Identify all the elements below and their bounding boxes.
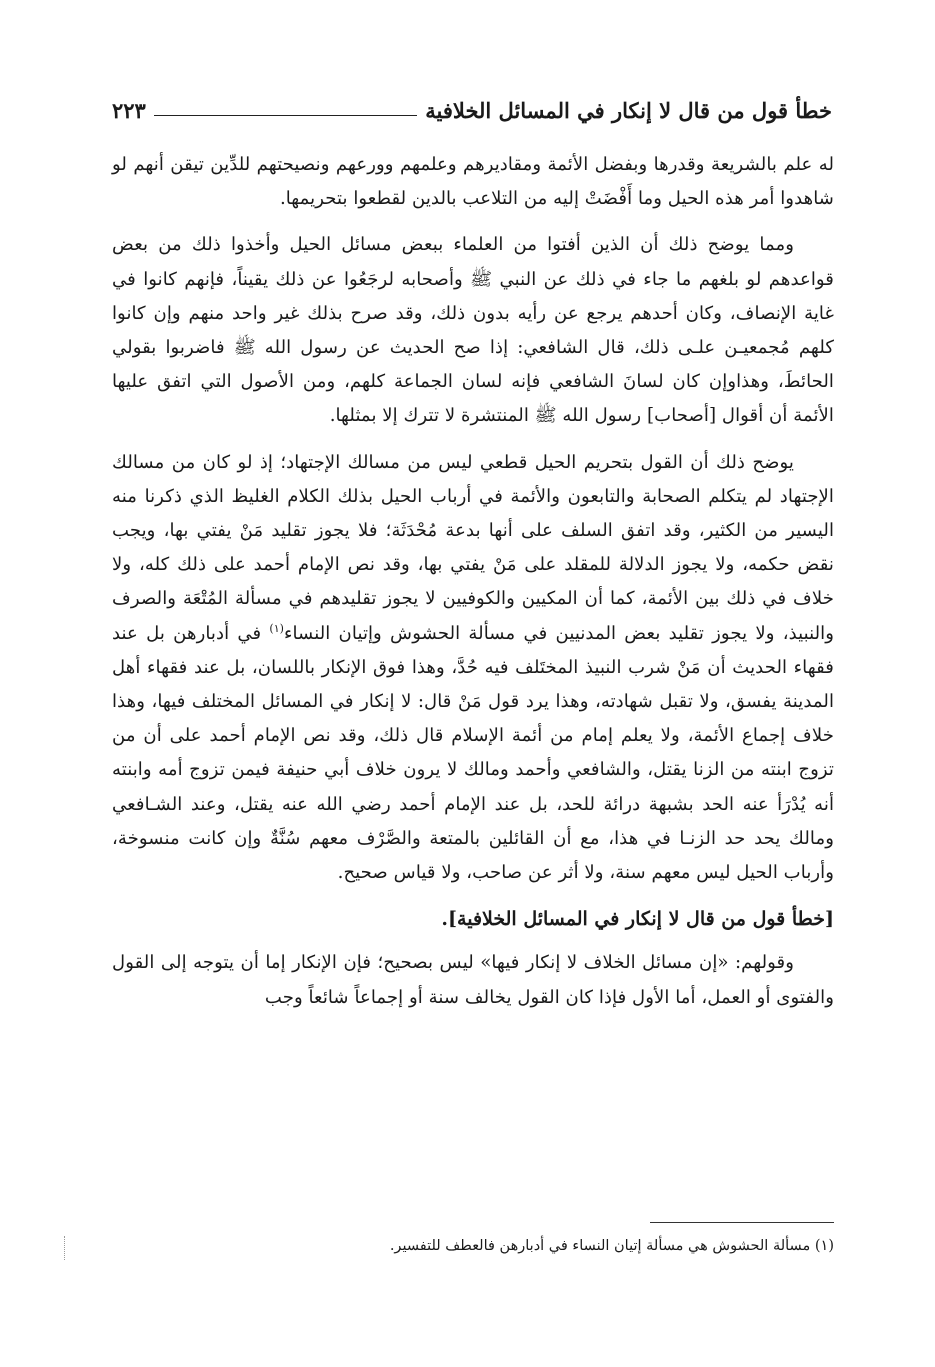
footnote-reference[interactable]: (١) [269, 621, 284, 635]
scan-edge-mark [64, 1236, 67, 1260]
main-text [112, 148, 834, 1027]
paragraph-1: له علم بالشريعة وقدرها وبفضل الأئمة ومقاديرهم وعلمهم وورعهم ونصيحتهم للدِّين تيقن أنهم لو شاهدوا أمر هذه الحيل وما أَفْضَتْ إليه من التلاعب بالدين لقطعوا بتحريمها. [112, 154, 834, 210]
paragraph-3-text-b: في أدبارهن بل عند فقهاء الحديث أن مَنْ شرب النبيذ المختَلف فيه حُدَّ، وهذا فوق الإنكار باللسان، بل عند فقهاء أهل المدينة يفسق، ولا تقبل شهادته، وهذا يرد قول مَنْ قال: لا إنكار في المسائل المختلف فيها، وهذا خلاف إجماع الأئمة، ولا يعلم إمام من أئمة الإسلام قال ذلك، وقد نص الإمام أحمد على أن من تزوج ابنته من الزنا يقتل، والشافعي وأحمد ومالك لا يرون خلاف أبي حنيفة فيمن تزوج أمه وابنته أنه يُدْرَأ عنه الحد بشبهة درائة للحد، بل عند الإمام أحمد رضي الله عنه يقتل، وعند الشـافعي ومالك يحد حد الزنـا في هذا، مع أن القائلين بالمتعة والصَّرْف معهم سُنَّةٌ وإن كانت منسوخة، وأرباب الحيل ليس معهم سنة، ولا أثر عن صاحب، ولا قياس صحيح. [112, 622, 834, 884]
footnote: (١) مسألة الحشوش هي مسألة إتيان النساء في أدبارهن فالعطف للتفسير. [389, 1238, 834, 1254]
paragraph-3 [112, 446, 834, 891]
header-title: خطأ قول من قال لا إنكار في المسائل الخلافية [425, 97, 832, 123]
paragraph-2: ومما يوضح ذلك أن الذين أفتوا من العلماء ببعض مسائل الحيل وأخذوا ذلك من بعض قواعدهم لو بلغهم ما جاء في ذلك عن النبي ﷺ وأصحابه لرجَعُوا عن ذلك يقيناً، فإنهم كانوا في غاية الإنصاف، وكان أحدهم يرجع عن رأيه بدون ذلك، وقد صرح بذلك غير واحد منهم وإن كانوا كلهم مُجمعيـن علـى ذلك، قال الشافعي: إذا صح الحديث عن رسول الله ﷺ فاضربوا بقولي الحائطَ، وهذاوإن كان لسانَ الشافعي فإنه لسان الجماعة كلهم، ومن الأصول التي اتفق عليها الأئمة أن أقوال [أصحاب] رسول الله ﷺ المنتشرة لا تترك إلا بمثلها. [112, 234, 834, 427]
page-number: ٢٢٣ [112, 97, 146, 123]
running-header [112, 92, 832, 128]
paragraph-3-text-a: يوضح ذلك أن القول بتحريم الحيل قطعي ليس من مسالك الإجتهاد؛ إذ لو كان من مسالك الإجتهاد لم يتكلم الصحابة والتابعون والأئمة في أرباب الحيل بذلك الكلام الغليظ الذي ذكرنا منه اليسير من الكثير، وقد اتفق السلف على أنها بدعة مُحْدَثَة؛ فلا يجوز تقليد مَنْ يفتي بها، ويجب نقض حكمه، ولا يجوز الدلالة للمقلد على مَنْ يفتي بها، وقد نص الإمام أحمد على ذلك كله، ولا خلاف في ذلك بين الأئمة، كما أن المكيين والكوفيين لا يجوز تقليدهم في مسألة المُتْعَة والصرف والنبيذ، ولا يجوز تقليد بعض المدنيين في مسألة الحشوش وإتيان النساء [112, 451, 834, 644]
footnote-divider [650, 1222, 834, 1223]
section-heading: [خطأ قول من قال لا إنكار في المسائل الخلافية]. [441, 908, 834, 931]
header-rule [154, 115, 417, 116]
paragraph-4: وقولهم: «إن مسائل الخلاف لا إنكار فيها» ليس بصحيح؛ فإن الإنكار إما أن يتوجه إلى القول والفتوى أو العمل، أما الأول فإذا كان القول يخالف سنة أو إجماعاً شائعاً وجب [112, 952, 834, 1008]
